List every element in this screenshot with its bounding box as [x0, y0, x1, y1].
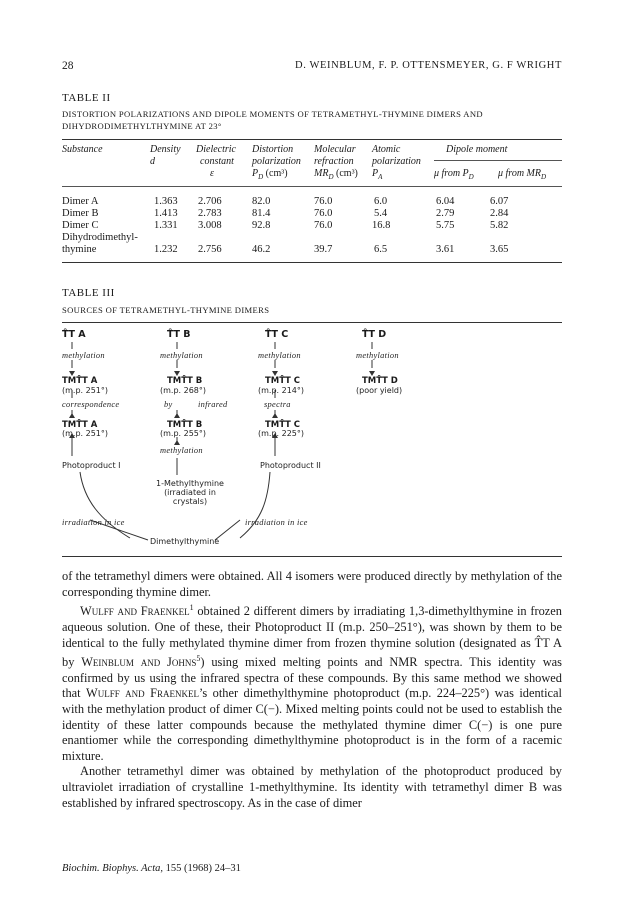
table3-bottom-rule — [62, 556, 562, 557]
dimethylthymine: Dimethylthymine — [150, 537, 220, 546]
irradiation-right: irradiation in ice — [245, 518, 308, 527]
product2-a: TMT̂T A — [62, 420, 98, 430]
product-d: TMT̂T D — [362, 376, 398, 386]
arrow-a2 — [69, 413, 75, 418]
arrow-c2 — [272, 413, 278, 418]
table3-caption: SOURCES OF TETRAMETHYL-THYMINE DIMERS — [62, 305, 270, 315]
th-molecular: Molecular refraction $MR_D$ (cm³) — [314, 144, 358, 181]
methylthymine-1: 1-Methylthymine — [156, 479, 224, 488]
table3-label: TABLE III — [62, 287, 115, 299]
table2-label: TABLE II — [62, 92, 111, 104]
th-atomic: Atomic polarization $P_A$ — [372, 144, 421, 181]
th-dielectric: Dielectric constant ε — [196, 144, 236, 179]
mp-d: (poor yield) — [356, 386, 403, 395]
photoproduct-1: Photoproduct I — [62, 461, 121, 470]
mp-b: (m.p. 268°) — [160, 386, 207, 395]
journal-name: Biochim. Biophys. Acta, — [62, 863, 163, 874]
connector-right-curve — [240, 472, 270, 538]
methylation-b: methylation — [160, 351, 203, 360]
paragraph-2: Wulff and Fraenkel$^1$ obtained 2 different dimers by irradiating 1,3-dimethylthymine in frozen aqueous solution. One of these, their Photoproduct II (m.p. 250–251°), was shown by them to be identical to the fully methylated thymine dimer from frozen thymine solution (designated as T̂T A by Weinblum and Johns$^5$) using mixed melting points and NMR spectra. This identity was confirmed by us using the infrared spectra of these compounds. By this same method we showed that Wulff and Fraenkel’s other dimethylthymine photoproduct (m.p. 224–225°) was identical with the methylation product of dimer C(−). Mixed melting points could not be used to establish the identity of these latter compounds because the methylated thymine dimer C(−) is one pure enantiomer while the corresponding dimethylthymine photoproduct is in the form of a racemic mixture. — [62, 603, 562, 763]
dimer-a: T̂T A — [62, 329, 86, 340]
th-mu-pd: μ from $P_D$ — [434, 168, 474, 181]
th-dipole: Dipole moment — [446, 144, 508, 155]
product-a: TMT̂T A — [62, 376, 98, 386]
product-b: TMT̂T B — [167, 376, 203, 386]
dimer-d: T̂T D — [362, 329, 387, 340]
correspondence-1: correspondence — [62, 400, 120, 409]
mp2-b: (m.p. 255°) — [160, 429, 207, 438]
methylation-c: methylation — [258, 351, 301, 360]
methylation-b2: methylation — [160, 446, 203, 455]
mp-c: (m.p. 214°) — [258, 386, 305, 395]
mp2-c: (m.p. 225°) — [258, 429, 305, 438]
correspondence-2: by — [164, 400, 173, 409]
dimer-c: T̂T C — [265, 329, 289, 340]
photoproduct-2: Photoproduct II — [260, 461, 321, 470]
th-distortion: Distortion polarization $P_D$ (cm³) — [252, 144, 301, 181]
product2-c: TMT̂T C — [265, 420, 301, 430]
arrow-b3 — [174, 440, 180, 445]
methylation-d: methylation — [356, 351, 399, 360]
th-density: Density d — [150, 144, 181, 167]
mp2-a: (m.p. 251°) — [62, 429, 109, 438]
irradiation-left: irradiation in ice — [62, 518, 125, 527]
correspondence-3: infrared — [198, 400, 228, 409]
methylthymine-2: (irradiated in — [164, 488, 216, 497]
connector-left-curve — [80, 472, 130, 538]
arrow-b2 — [174, 413, 180, 418]
methylthymine-3: crystals) — [172, 497, 208, 506]
mp-a: (m.p. 251°) — [62, 386, 109, 395]
running-head: D. WEINBLUM, F. P. OTTENSMEYER, G. F WRIGHT — [295, 60, 562, 71]
paragraph-3: Another tetramethyl dimer was obtained by methylation of the photoproduct produced by ultraviolet irradiation of crystalline 1-methylthymine. Its identity with tetramethyl dimer B was established by infrared spectroscopy. As in the case of dimer — [62, 764, 562, 810]
page-number: 28 — [62, 60, 74, 72]
journal-ref: 155 (1968) 24–31 — [165, 863, 241, 874]
product2-b: TMT̂T B — [167, 420, 203, 430]
page-footer — [62, 863, 241, 874]
th-mu-mrd: μ from $MR_D$ — [498, 168, 547, 181]
methylation-a: methylation — [62, 351, 105, 360]
product-c: TMT̂T C — [265, 376, 301, 386]
body-text — [62, 569, 562, 811]
th-substance: Substance — [62, 144, 103, 155]
correspondence-4: spectra — [264, 400, 291, 409]
table2-caption: DISTORTION POLARIZATIONS AND DIPOLE MOMENTS OF TETRAMETHYL-THYMINE DIMERS AND DIHYDRODIMETHYLTHYMINE AT 23° — [62, 109, 483, 131]
dimer-b: T̂T B — [167, 329, 191, 340]
paragraph-1: of the tetramethyl dimers were obtained. All 4 isomers were produced directly by methylation of the corresponding thymine dimer. — [62, 569, 562, 599]
